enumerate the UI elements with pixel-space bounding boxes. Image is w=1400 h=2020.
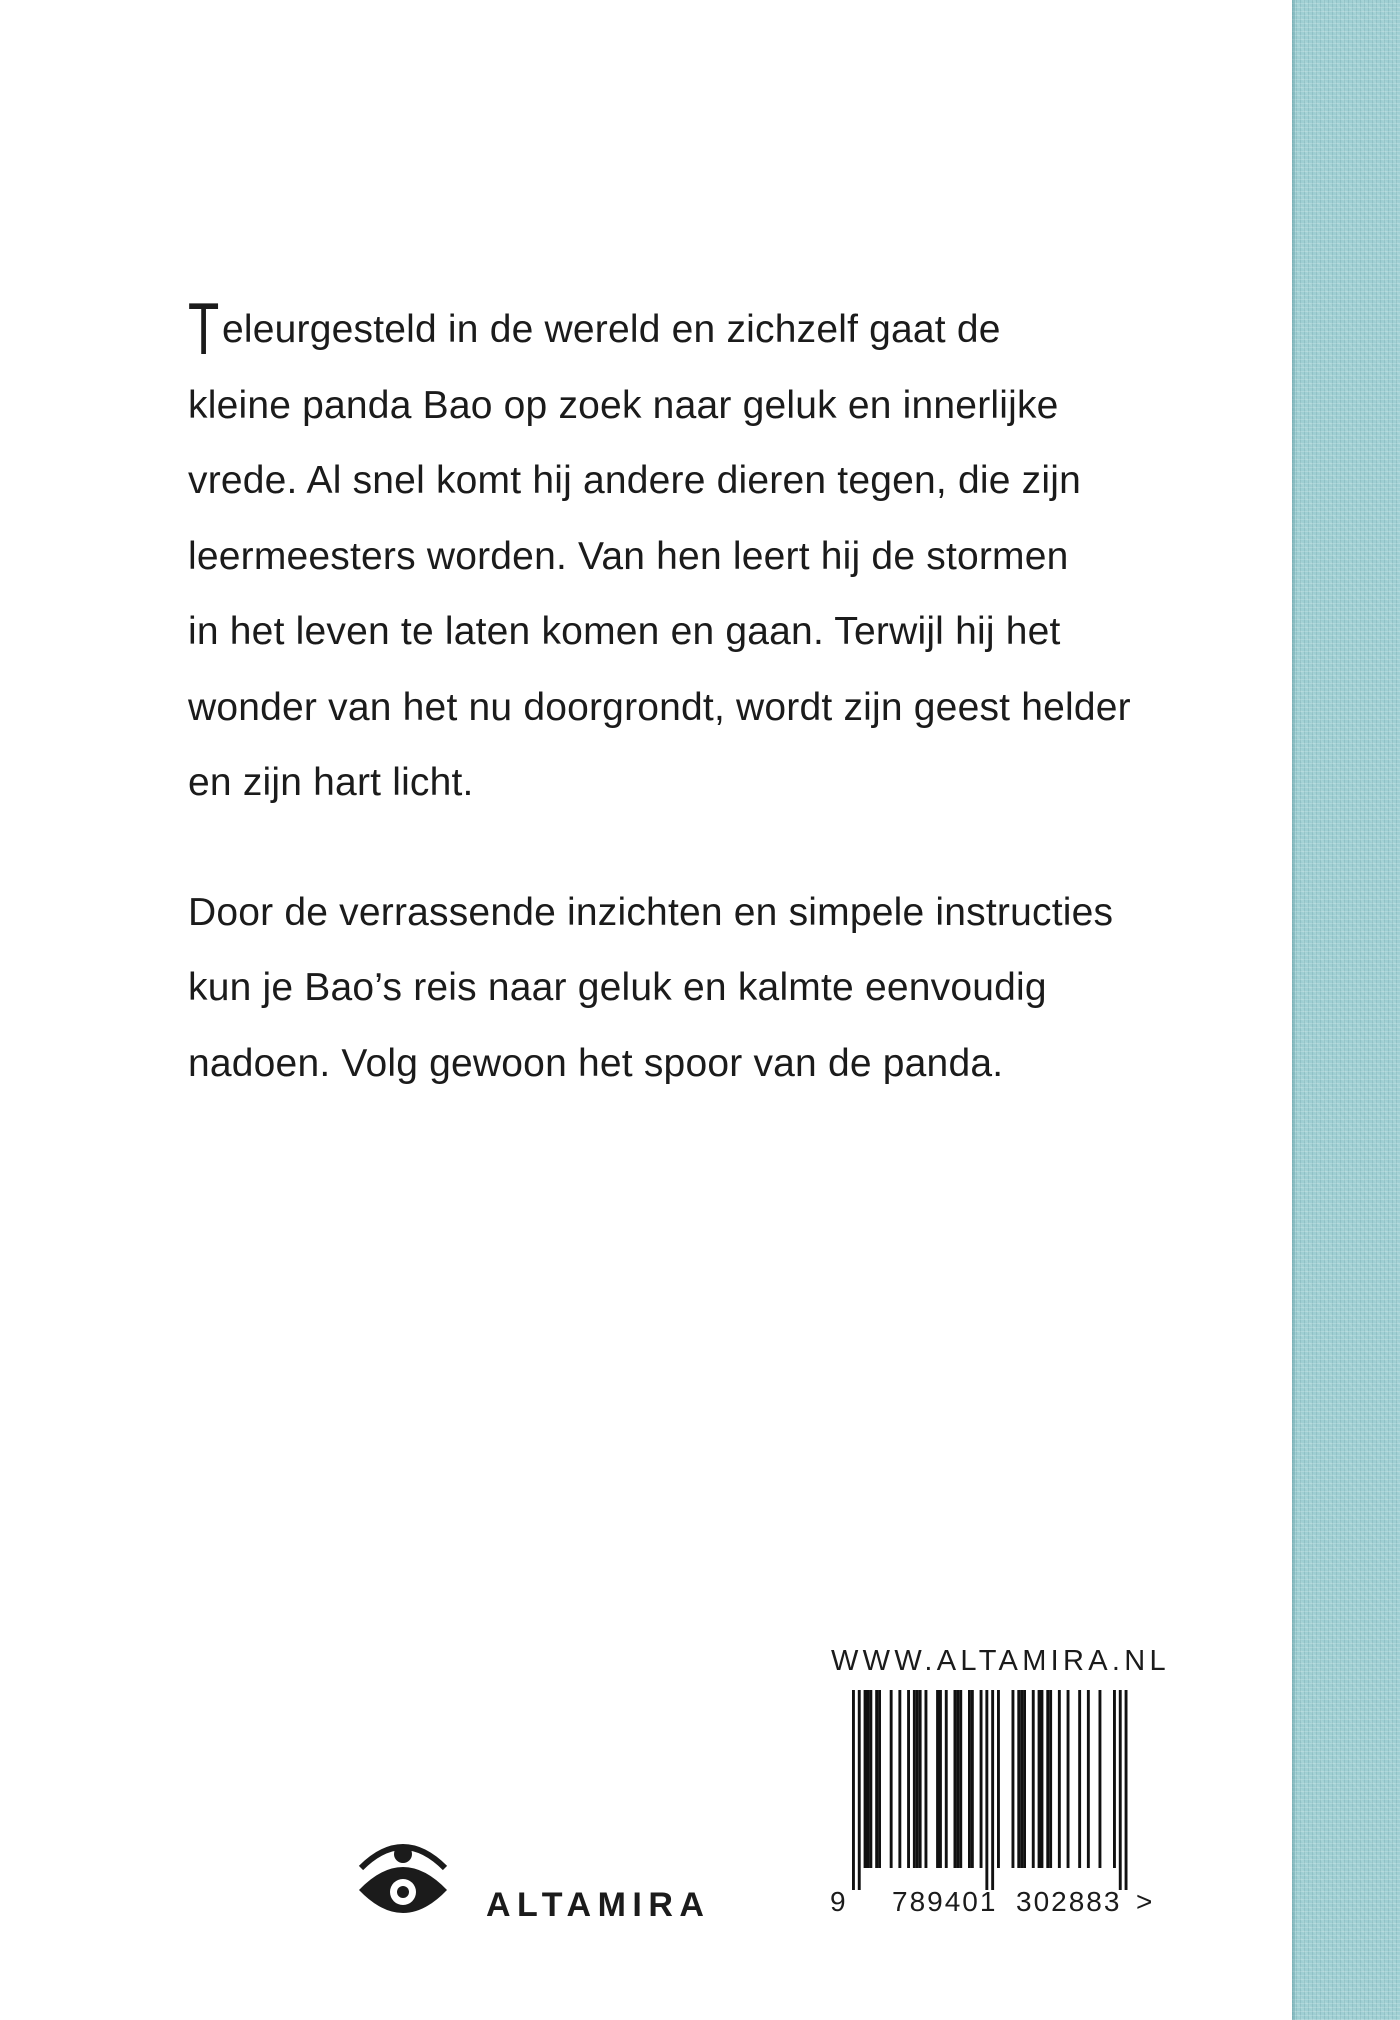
barcode-bar [1023,1690,1026,1868]
barcode-bar [1058,1690,1061,1868]
barcode-bar [1012,1690,1015,1868]
barcode-bar [925,1690,928,1868]
barcode-bar [878,1690,881,1868]
barcode-bar [864,1690,867,1868]
barcode-bar [913,1690,916,1868]
barcode-bar [1125,1690,1128,1890]
barcode-bar [1049,1690,1052,1868]
blurb-paragraph-2: Door de verrassende inzichten en simpele instructies kun je Bao’s reis naar geluk en kalmte eenvoudig nadoen. Volg gewoon het spoor van de panda. [188,890,1114,1085]
barcode-bar [1032,1690,1035,1868]
barcode-bar [919,1690,922,1868]
barcode-bar [1020,1690,1023,1868]
publisher-name: ALTAMIRA [486,1886,711,1924]
barcode-bar [945,1690,948,1868]
isbn-barcode [822,1690,1156,1930]
barcode-bar [997,1690,1000,1868]
eye-logo-icon [355,1820,451,1939]
barcode-bar [898,1690,901,1868]
barcode-bar [1017,1690,1020,1868]
barcode-bar [959,1690,962,1868]
barcode-bar [1078,1690,1081,1868]
barcode-bar [985,1690,988,1890]
barcode-bar [858,1690,861,1890]
cloth-spine [1292,0,1400,2020]
barcode-bar [954,1690,957,1868]
barcode-right-digits: 302883 [1016,1886,1122,1917]
drop-cap: T [188,289,220,370]
barcode-bar [1113,1690,1116,1868]
barcode-bar [867,1690,870,1868]
publisher-website: WWW.ALTAMIRA.NL [831,1645,1170,1677]
barcode-bar [968,1690,971,1868]
barcode-bar [916,1690,919,1868]
barcode-bar [939,1690,942,1868]
barcode-arrow: > [1136,1886,1155,1917]
barcode-bar [1087,1690,1090,1868]
blurb-paragraph-1-text: eleurgesteld in de wereld en zichzelf gaat de kleine panda Bao op zoek naar geluk en innerlijke vrede. Al snel komt hij andere dieren tegen, die zijn leermeesters worden. Van hen leert hij de stormen in het leven te laten komen en gaan. Terwijl hij het wonder van het nu doorgrondt, wordt zijn geest helder en zijn hart licht. [188,308,1131,804]
barcode-bar [852,1690,855,1890]
barcode-bar [980,1690,983,1868]
barcode-bar [956,1690,959,1868]
barcode-bar [907,1690,910,1868]
barcode-bar [991,1690,994,1890]
barcode-bar [875,1690,878,1868]
barcode-bar [971,1690,974,1868]
barcode-bar [1038,1690,1041,1868]
blurb-paragraph-1 [188,289,1188,821]
barcode-bar [1119,1690,1122,1890]
barcode-bar [1099,1690,1102,1868]
barcode-left-digits: 789401 [892,1886,998,1917]
barcode-bar [1046,1690,1049,1868]
barcode-bar [1041,1690,1044,1868]
barcode-bar [1067,1690,1070,1868]
barcode-first-digit: 9 [830,1886,848,1917]
barcode-bar [869,1690,872,1868]
barcode-bar [936,1690,939,1868]
spine-edge [1292,0,1295,2020]
barcode-bar [890,1690,893,1868]
back-cover-blurb [188,289,1188,1101]
